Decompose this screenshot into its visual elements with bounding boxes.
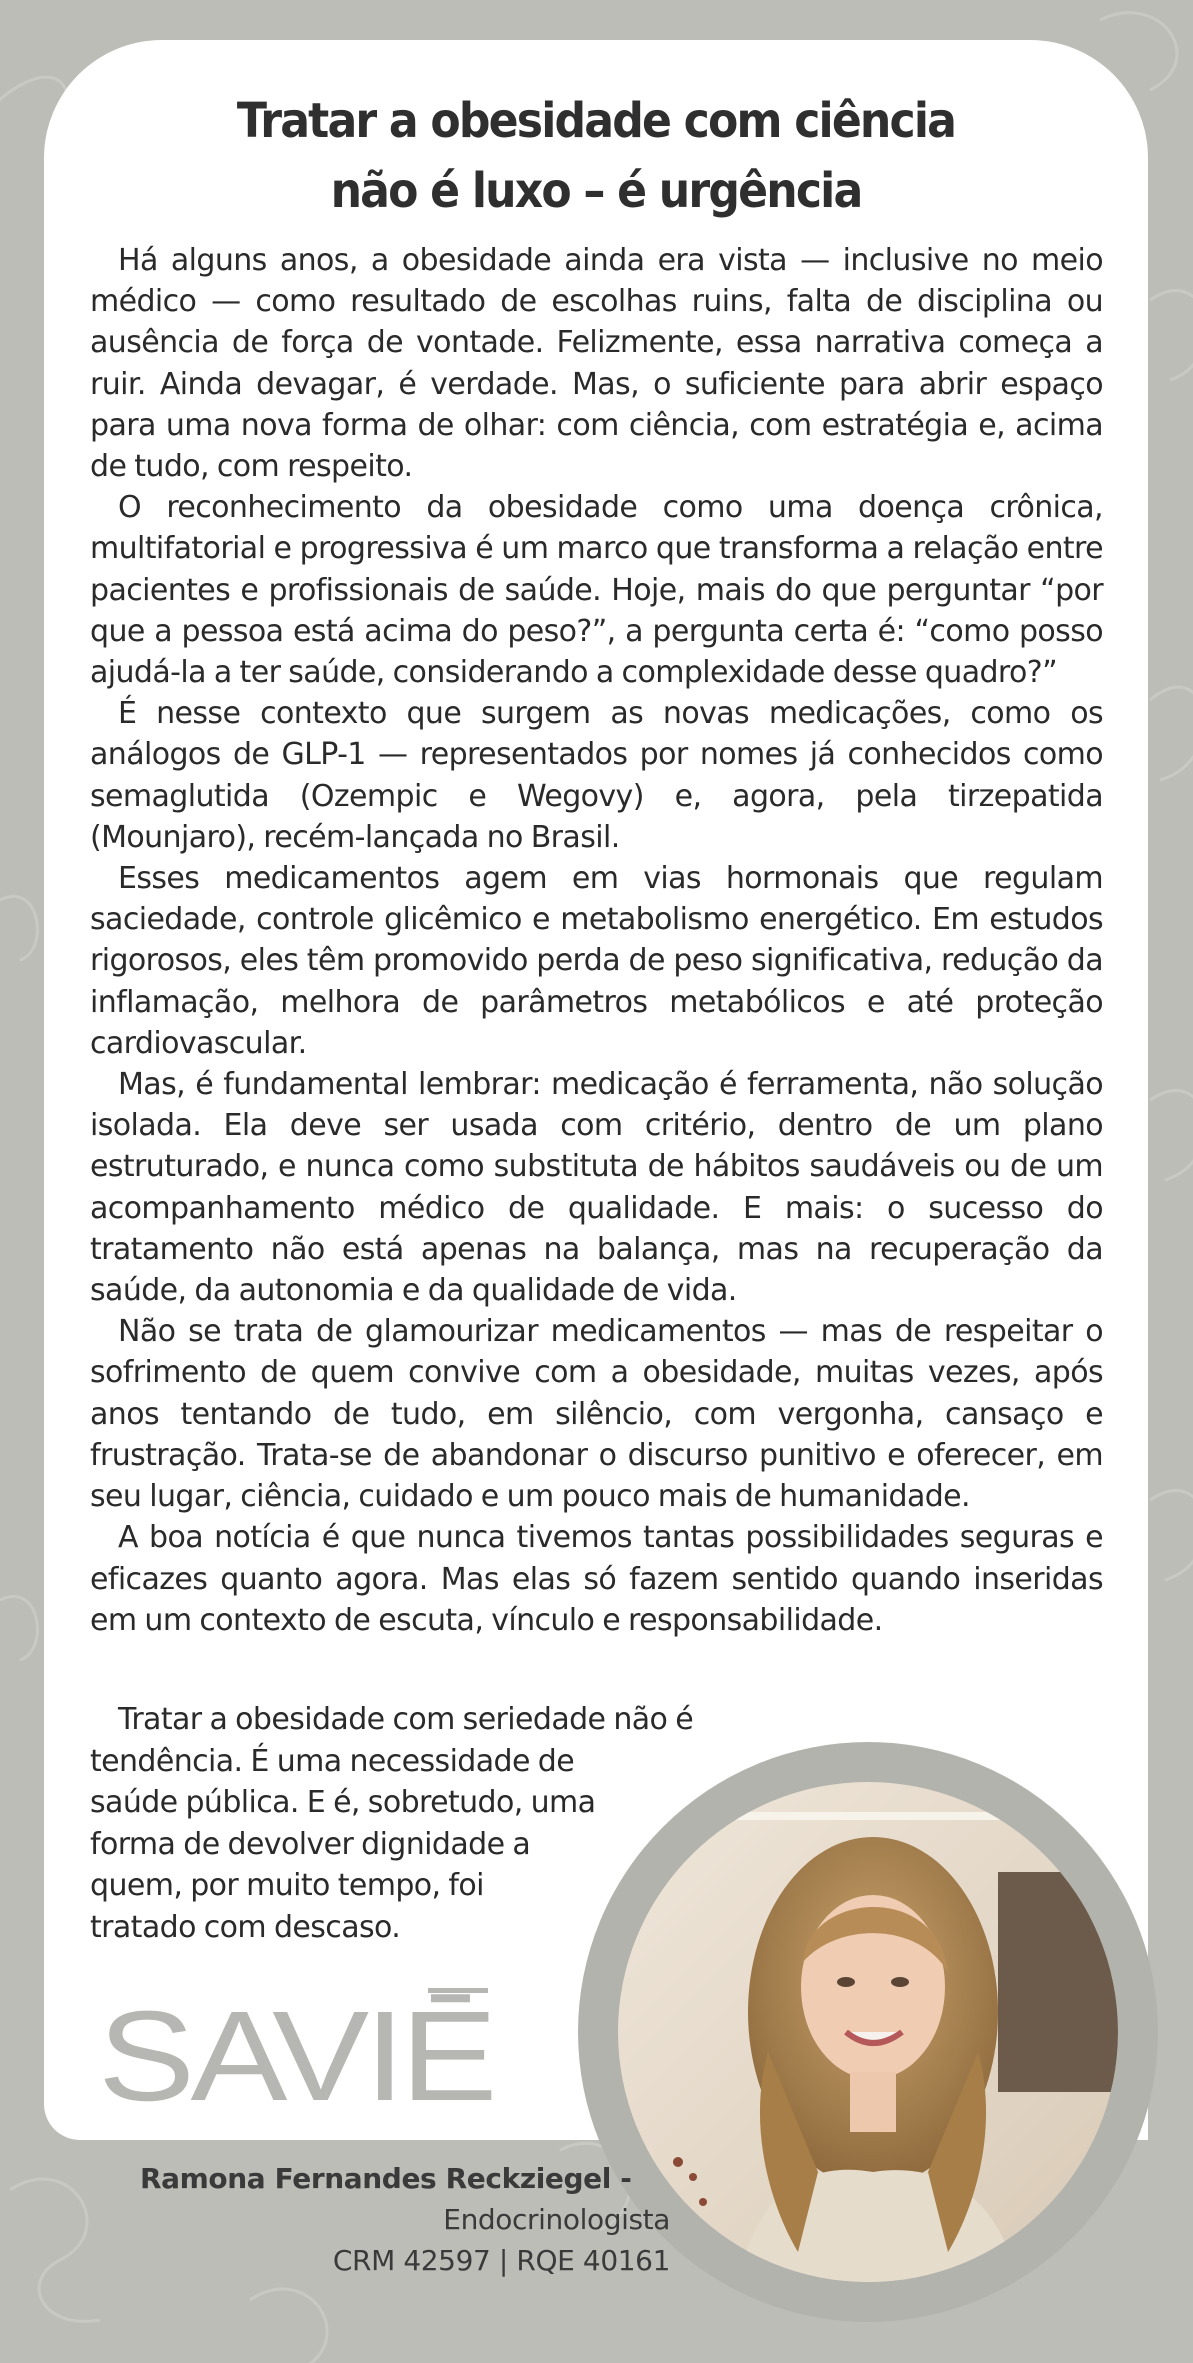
paragraph: A boa notícia é que nunca tivemos tantas possibilidades seguras e eficazes quanto agora. Mas elas só fazem sentido quando inseridas em um contexto de escuta, vínculo e responsabilidade. (90, 1520, 1103, 1638)
author-signature (140, 2158, 670, 2281)
paragraph: Não se trata de glamourizar medicamentos — mas de respeitar o sofrimento de quem convive com a obesidade, muitas vezes, após anos tentando de tudo, em silêncio, com vergonha, cansaço e frustração. Trata-se de abandonar o discurso punitivo e oferecer, em seu lugar, ciência, cuidado e um pouco mais de humanidade. (90, 1314, 1103, 1515)
author-credentials: CRM 42597 | RQE 40161 (332, 2244, 670, 2277)
title-line-2: não é luxo – é urgência (330, 163, 862, 219)
paragraph: É nesse contexto que surgem as novas medicações, como os análogos de GLP-1 — representados por nomes já conhecidos como semaglutida (Ozempic e Wegovy) e, agora, pela tirzepatida (Mounjaro), recém-lançada no Brasil. (90, 696, 1103, 855)
closing-line: forma de devolver dignidade a (90, 1826, 531, 1862)
article-title (88, 86, 1104, 226)
closing-line: saúde pública. E é, sobretudo, uma (90, 1785, 596, 1821)
paragraph: Mas, é fundamental lembrar: medicação é ferramenta, não solução isolada. Ela deve ser usada com critério, dentro de um plano estruturado, e nunca como substituta de hábitos saudáveis ou de um acompanhamento médico de qualidade. E mais: o sucesso do tratamento não está apenas na balança, mas na recuperação da saúde, da autonomia e da qualidade de vida. (90, 1067, 1103, 1309)
article-body (90, 240, 1103, 1641)
logo-text: SAVIĒ (98, 1985, 494, 2112)
author-photo (618, 1782, 1118, 2282)
closing-line: Tratar a obesidade com seriedade não é (118, 1702, 694, 1737)
author-role: Endocrinologista (443, 2203, 670, 2236)
closing-line: quem, por muito tempo, foi (90, 1868, 484, 1904)
closing-line: tratado com descaso. (90, 1909, 401, 1945)
paragraph: O reconhecimento da obesidade como uma doença crônica, multifatorial e progressiva é um marco que transforma a relação entre pacientes e profissionais de saúde. Hoje, mais do que perguntar “por que a pessoa está acima do peso?”, a pergunta certa é: “como posso ajudá-la a ter saúde, considerando a complexidade desse quadro?” (90, 490, 1103, 691)
closing-line: tendência. É uma necessidade de (90, 1743, 575, 1779)
author-name: Ramona Fernandes Reckziegel - (140, 2162, 632, 2195)
paragraph: Esses medicamentos agem em vias hormonais que regulam saciedade, controle glicêmico e metabolismo energético. Em estudos rigorosos, eles têm promovido perda de peso significativa, redução da inflamação, melhora de parâmetros metabólicos e até proteção cardiovascular. (90, 861, 1103, 1061)
paragraph: Há alguns anos, a obesidade ainda era vista — inclusive no meio médico — como resultado de escolhas ruins, falta de disciplina ou ausência de força de vontade. Felizmente, essa narrativa começa a ruir. Ainda devagar, é verdade. Mas, o suficiente para abrir espaço para uma nova forma de olhar: com ciência, com estratégia e, acima de tudo, com respeito. (90, 243, 1103, 485)
savie-logo (98, 1982, 498, 2112)
title-line-1: Tratar a obesidade com ciência (236, 93, 956, 149)
